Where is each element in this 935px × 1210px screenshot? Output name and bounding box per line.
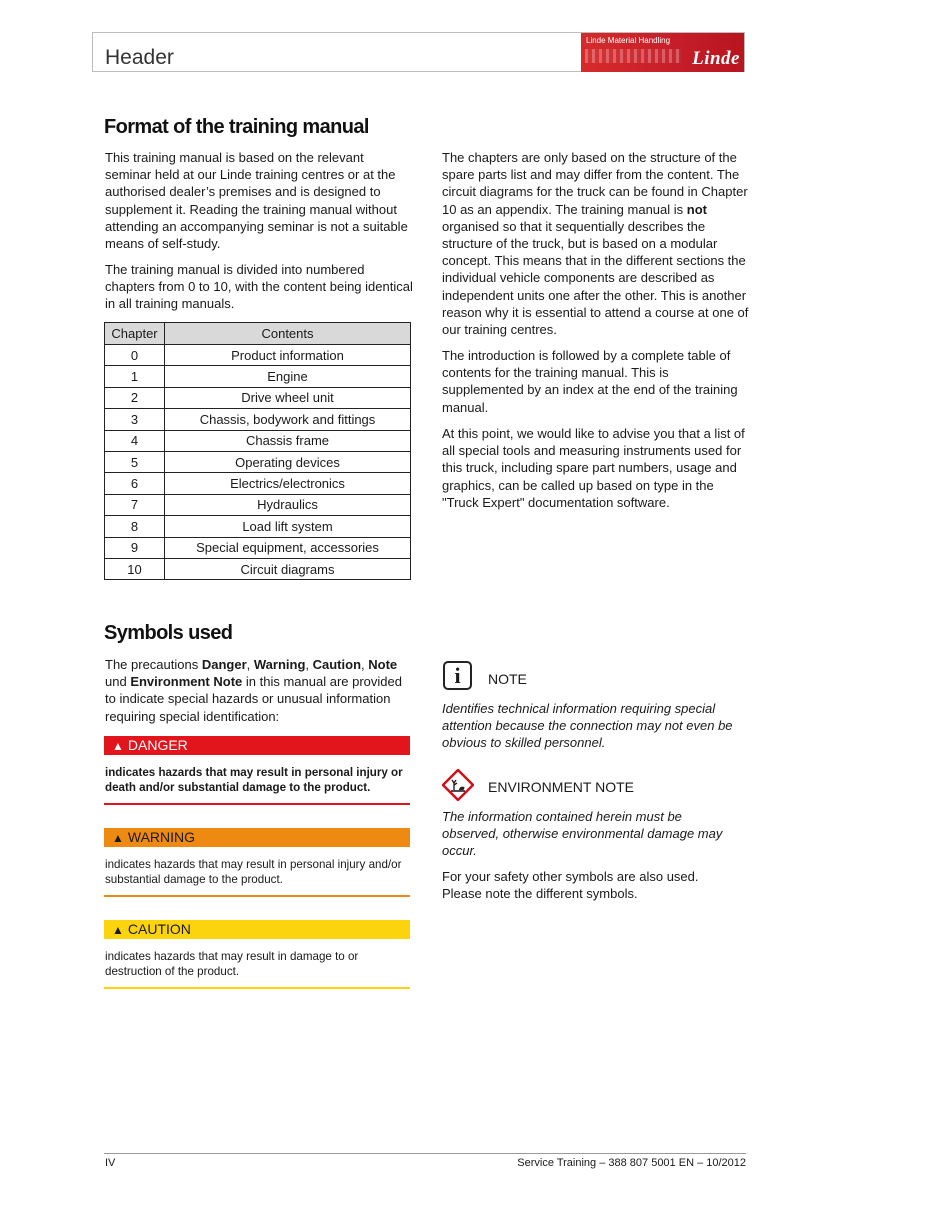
- caution-label: CAUTION: [127, 921, 191, 937]
- document-reference: Service Training – 388 807 5001 EN – 10/2012: [517, 1157, 746, 1169]
- chapter-contents: Engine: [165, 366, 411, 387]
- table-row: [105, 409, 411, 430]
- text-run: The precautions: [105, 657, 202, 672]
- chapter-number: 2: [105, 387, 165, 408]
- warning-rule: [104, 895, 410, 897]
- chapter-number: 3: [105, 409, 165, 430]
- environment-hazard-icon: [442, 769, 474, 801]
- text-run: und: [105, 674, 131, 690]
- table-row: [105, 516, 411, 537]
- chapter-contents: Chassis, bodywork and fittings: [165, 409, 411, 430]
- caution-banner: [104, 920, 410, 939]
- text-run: ,: [246, 657, 254, 672]
- format-right-paragraph-2: The introduction is followed by a complete table of contents for the training manual. This is supplemented by an index at the end of the training manual.: [442, 348, 738, 415]
- caution-rule: [104, 987, 410, 989]
- chapter-contents: Product information: [165, 345, 411, 366]
- warning-triangle-icon: ▲: [112, 739, 124, 753]
- column-header-contents: Contents: [165, 323, 411, 345]
- chapter-number: 7: [105, 494, 165, 515]
- page-header: [92, 32, 745, 72]
- chapter-contents: Drive wheel unit: [165, 387, 411, 408]
- table-row: [105, 366, 411, 387]
- page-number: IV: [105, 1157, 116, 1169]
- chapter-number: 6: [105, 473, 165, 494]
- chapter-table: [104, 322, 411, 580]
- chapter-number: 5: [105, 451, 165, 472]
- table-row: [105, 451, 411, 472]
- table-row: [105, 345, 411, 366]
- term-environment-note: Environment Note: [130, 674, 243, 690]
- term-warning: Warning: [253, 657, 306, 672]
- table-row: [105, 537, 411, 558]
- header-title: Header: [105, 46, 174, 69]
- warning-triangle-icon: ▲: [112, 923, 124, 937]
- danger-label: DANGER: [127, 737, 188, 753]
- format-paragraph-1: This training manual is based on the relevant seminar held at our Linde training centres or at the authorised dealer’s premises and is designed to supplement it. Reading the training manual without attending an accompanying seminar is not a suitable means of self-study.: [105, 150, 408, 252]
- format-paragraph-2: The training manual is divided into numbered chapters from 0 to 10, with the content being identical in all training manuals.: [105, 262, 413, 312]
- term-note: Note: [368, 657, 398, 672]
- symbols-intro: [105, 656, 405, 725]
- chapter-number: 9: [105, 537, 165, 558]
- footer-rule: [104, 1153, 746, 1154]
- chapter-contents: Special equipment, accessories: [165, 537, 411, 558]
- text-run: organised so that it sequentially describes the structure of the truck, but is based on a modular concept. This means that in the different sections the individual vehicle components are described as independent units one after the other. This is another reason why it is essential to attend a course at one of our training centres.: [442, 218, 749, 338]
- table-header-row: [105, 323, 411, 345]
- logo-stripes: [585, 49, 681, 63]
- warning-banner: [104, 828, 410, 847]
- format-right-paragraph-1: [442, 149, 750, 338]
- table-row: [105, 430, 411, 451]
- term-caution: Caution: [312, 657, 362, 672]
- section-heading-symbols: Symbols used: [104, 622, 233, 644]
- table-row: [105, 387, 411, 408]
- symbols-closing: For your safety other symbols are also used. Please note the different symbols.: [442, 869, 699, 902]
- caution-description: indicates hazards that may result in damage to or destruction of the product.: [105, 950, 359, 978]
- note-label: NOTE: [488, 671, 527, 687]
- warning-label: WARNING: [127, 829, 196, 845]
- danger-rule: [104, 803, 410, 805]
- chapter-number: 10: [105, 558, 165, 579]
- environment-note-description: The information contained herein must be observed, otherwise environmental damage may occur.: [442, 809, 723, 859]
- environment-note-label: ENVIRONMENT NOTE: [488, 779, 634, 795]
- chapter-contents: Hydraulics: [165, 494, 411, 515]
- chapter-contents: Chassis frame: [165, 430, 411, 451]
- logo-subtitle: Linde Material Handling: [586, 36, 671, 45]
- chapter-contents: Circuit diagrams: [165, 558, 411, 579]
- table-row: [105, 473, 411, 494]
- table-row: [105, 494, 411, 515]
- column-header-chapter: Chapter: [105, 323, 165, 345]
- danger-banner: [104, 736, 410, 755]
- text-run: The chapters are only based on the structure of the spare parts list and may differ from the content. The circuit diagrams for the truck can be found in Chapter 10 as an appendix. The training manual is: [442, 150, 748, 217]
- text-run: ,: [361, 657, 369, 672]
- chapter-contents: Load lift system: [165, 516, 411, 537]
- danger-description: indicates hazards that may result in personal injury or death and/or substantial damage to the product.: [105, 766, 403, 794]
- section-heading-format: Format of the training manual: [104, 116, 369, 138]
- term-danger: Danger: [201, 657, 247, 672]
- warning-triangle-icon: ▲: [112, 831, 124, 845]
- text-run: ,: [305, 657, 313, 672]
- chapter-contents: Operating devices: [165, 451, 411, 472]
- logo-wordmark: Linde: [692, 48, 740, 69]
- linde-logo: [581, 33, 744, 72]
- format-right-paragraph-3: At this point, we would like to advise you that a list of all special tools and measuring instruments used for this truck, including spare part numbers, usage and graphics, can be called up based on type in the "Truck Expert" documentation software.: [442, 426, 745, 510]
- chapter-number: 1: [105, 366, 165, 387]
- chapter-number: 0: [105, 345, 165, 366]
- emphasis-not: not: [686, 201, 707, 217]
- chapter-number: 4: [105, 430, 165, 451]
- note-description: Identifies technical information requiring special attention because the connection may not even be obvious to skilled personnel.: [442, 701, 733, 751]
- warning-description: indicates hazards that may result in personal injury and/or substantial damage to the product.: [105, 858, 402, 886]
- info-icon: i: [443, 661, 472, 690]
- table-row: [105, 558, 411, 579]
- text-run: in this manual are provided to indicate special hazards or unusual information requiring special identification:: [105, 674, 402, 724]
- chapter-number: 8: [105, 516, 165, 537]
- chapter-contents: Electrics/electronics: [165, 473, 411, 494]
